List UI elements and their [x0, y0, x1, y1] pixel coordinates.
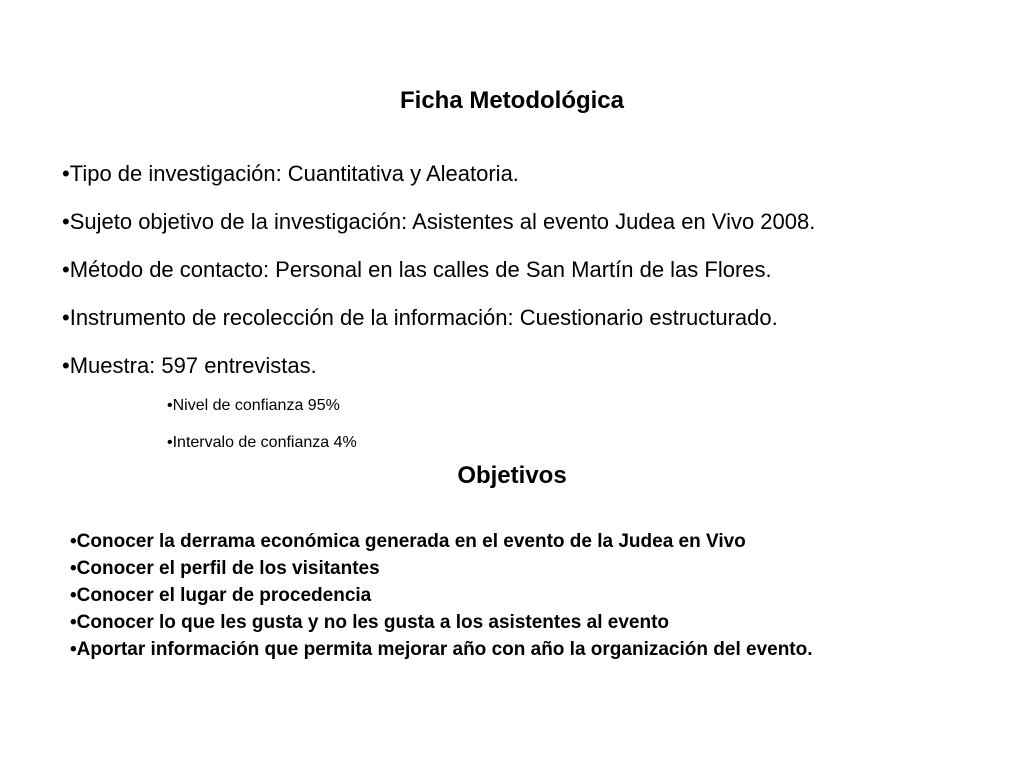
methodology-text: Muestra: 597 entrevistas. [69, 353, 317, 378]
methodology-item-type [62, 160, 815, 208]
bullet: • [62, 353, 70, 378]
objectives-list [70, 528, 813, 663]
objective-item [70, 555, 813, 582]
bullet: • [62, 161, 70, 186]
bullet: • [62, 209, 70, 234]
sample-detail-text: Nivel de confianza 95% [172, 397, 340, 414]
objective-text: Conocer lo que les gusta y no les gusta a los asistentes al evento [76, 612, 670, 633]
bullet: • [167, 397, 173, 414]
objective-item [70, 636, 813, 663]
methodology-text: Método de contacto: Personal en las calles de San Martín de las Flores. [69, 257, 772, 282]
methodology-item-subject [62, 208, 815, 256]
objective-text: Conocer la derrama económica generada en el evento de la Judea en Vivo [76, 531, 746, 552]
methodology-item-contact [62, 256, 815, 304]
sample-details-list [167, 396, 357, 470]
page-title: Ficha Metodológica [399, 87, 624, 114]
bullet: • [167, 434, 173, 451]
bullet: • [70, 639, 77, 660]
objective-text: Aportar información que permita mejorar año con año la organización del evento. [76, 639, 813, 660]
objective-item [70, 582, 813, 609]
objective-item [70, 528, 813, 555]
methodology-text: Sujeto objetivo de la investigación: Asistentes al evento Judea en Vivo 2008. [69, 209, 816, 234]
bullet: • [70, 558, 77, 579]
objective-text: Conocer el lugar de procedencia [76, 585, 372, 606]
bullet: • [62, 257, 70, 282]
methodology-list [62, 160, 815, 400]
objectives-title: Objetivos [457, 462, 567, 489]
objective-item [70, 609, 813, 636]
methodology-item-instrument [62, 304, 815, 352]
bullet: • [70, 612, 77, 633]
methodology-text: Tipo de investigación: Cuantitativa y Aleatoria. [69, 161, 519, 186]
bullet: • [70, 585, 77, 606]
bullet: • [70, 531, 77, 552]
methodology-item-sample [62, 352, 815, 400]
sample-detail-text: Intervalo de confianza 4% [172, 434, 357, 451]
methodology-text: Instrumento de recolección de la información: Cuestionario estructurado. [69, 305, 778, 330]
bullet: • [62, 305, 70, 330]
objective-text: Conocer el perfil de los visitantes [76, 558, 380, 579]
sample-detail-confidence-level [167, 396, 357, 433]
